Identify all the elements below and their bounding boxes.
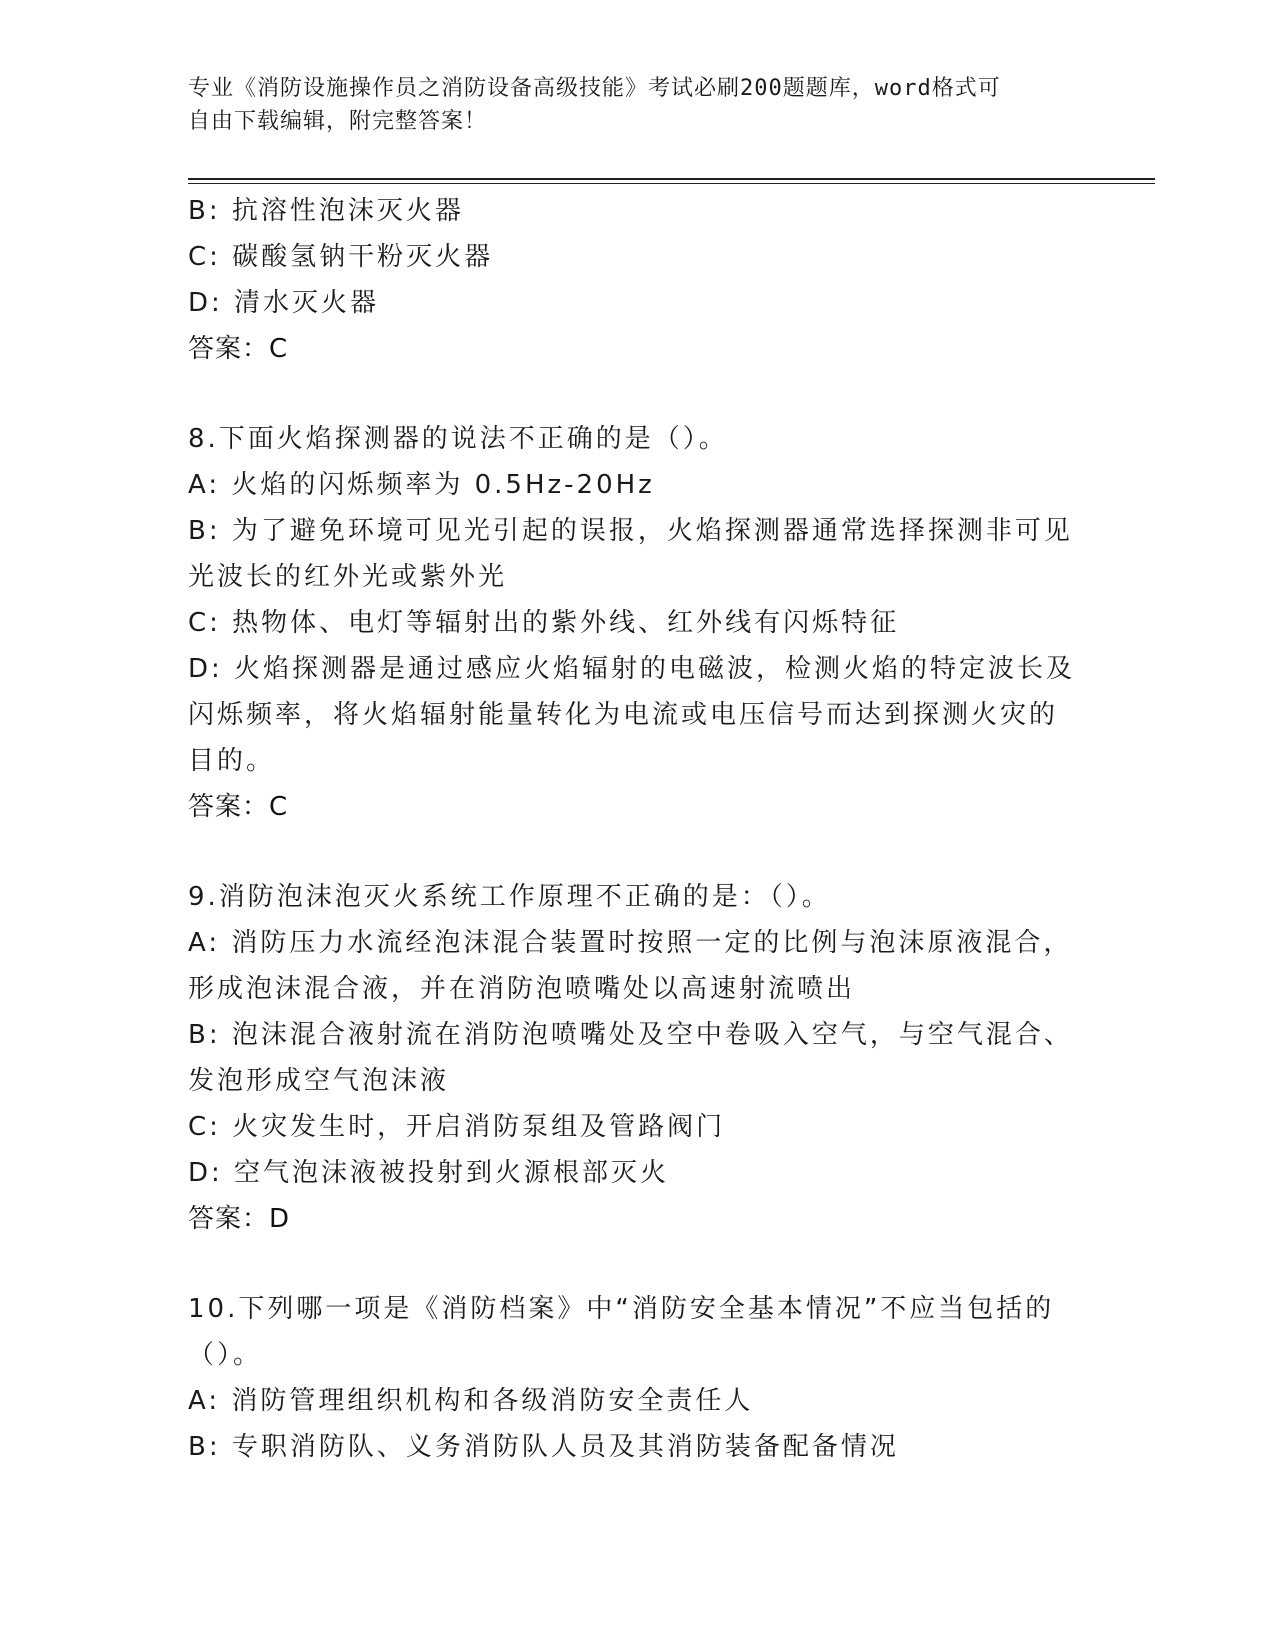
q8-option-b-line-1: B: 为了避免环境可见光引起的误报，火焰探测器通常选择探测非可见 — [188, 516, 1073, 546]
q8-option-b-line-2: 光波长的红外光或紫外光 — [188, 562, 508, 592]
q8-option-c: C: 热物体、电灯等辐射出的紫外线、红外线有闪烁特征 — [188, 608, 900, 638]
question-8-block — [188, 416, 1088, 830]
question-9-block — [188, 874, 1088, 1242]
header-divider-thin — [188, 183, 1155, 184]
q10-option-b: B: 专职消防队、义务消防队人员及其消防装备配备情况 — [188, 1432, 899, 1462]
header-divider-thick — [188, 178, 1155, 180]
document-header — [188, 72, 1068, 138]
document-body — [188, 188, 1088, 1470]
q9-option-b-line-1: B: 泡沫混合液射流在消防泡喷嘴处及空中卷吸入空气，与空气混合、 — [188, 1020, 1073, 1050]
question-10-block — [188, 1286, 1088, 1470]
q9-option-d: D: 空气泡沫液被投射到火源根部灭火 — [188, 1158, 670, 1188]
q8-option-d-line-2: 闪烁频率，将火焰辐射能量转化为电流或电压信号而达到探测火灾的 — [188, 700, 1059, 730]
q8-answer: 答案：C — [188, 792, 289, 822]
q7-option-c: C: 碳酸氢钠干粉灭火器 — [188, 242, 494, 272]
q8-option-d-line-1: D: 火焰探测器是通过感应火焰辐射的电磁波，检测火焰的特定波长及 — [188, 654, 1076, 684]
q9-option-b-line-2: 发泡形成空气泡沫液 — [188, 1066, 450, 1096]
q9-answer: 答案：D — [188, 1204, 291, 1234]
q8-option-a: A: 火焰的闪烁频率为 0.5Hz-20Hz — [188, 470, 655, 500]
q8-option-d-line-3: 目的。 — [188, 746, 276, 776]
q10-question-line-1: 10.下列哪一项是《消防档案》中“消防安全基本情况”不应当包括的 — [188, 1294, 1055, 1324]
q9-option-c: C: 火灾发生时，开启消防泵组及管路阀门 — [188, 1112, 726, 1142]
spacer — [188, 1242, 1088, 1286]
q7-option-d: D: 清水灭火器 — [188, 288, 380, 318]
question-7-block — [188, 188, 1088, 372]
q9-question: 9.消防泡沫泡灭火系统工作原理不正确的是：（）。 — [188, 882, 831, 912]
q9-option-a-line-2: 形成泡沫混合液，并在消防泡喷嘴处以高速射流喷出 — [188, 974, 856, 1004]
spacer — [188, 372, 1088, 416]
header-line-1: 专业《消防设施操作员之消防设备高级技能》考试必刷200题题库，word格式可 — [188, 76, 1001, 101]
q8-question: 8.下面火焰探测器的说法不正确的是（）。 — [188, 424, 728, 454]
header-line-2: 自由下载编辑，附完整答案！ — [188, 109, 488, 134]
q9-option-a-line-1: A: 消防压力水流经泡沫混合装置时按照一定的比例与泡沫原液混合， — [188, 928, 1073, 958]
q10-option-a: A: 消防管理组织机构和各级消防安全责任人 — [188, 1386, 754, 1416]
spacer — [188, 830, 1088, 874]
q10-question-line-2: （）。 — [188, 1340, 263, 1370]
q7-option-b: B: 抗溶性泡沫灭火器 — [188, 196, 464, 226]
q7-answer: 答案：C — [188, 334, 289, 364]
